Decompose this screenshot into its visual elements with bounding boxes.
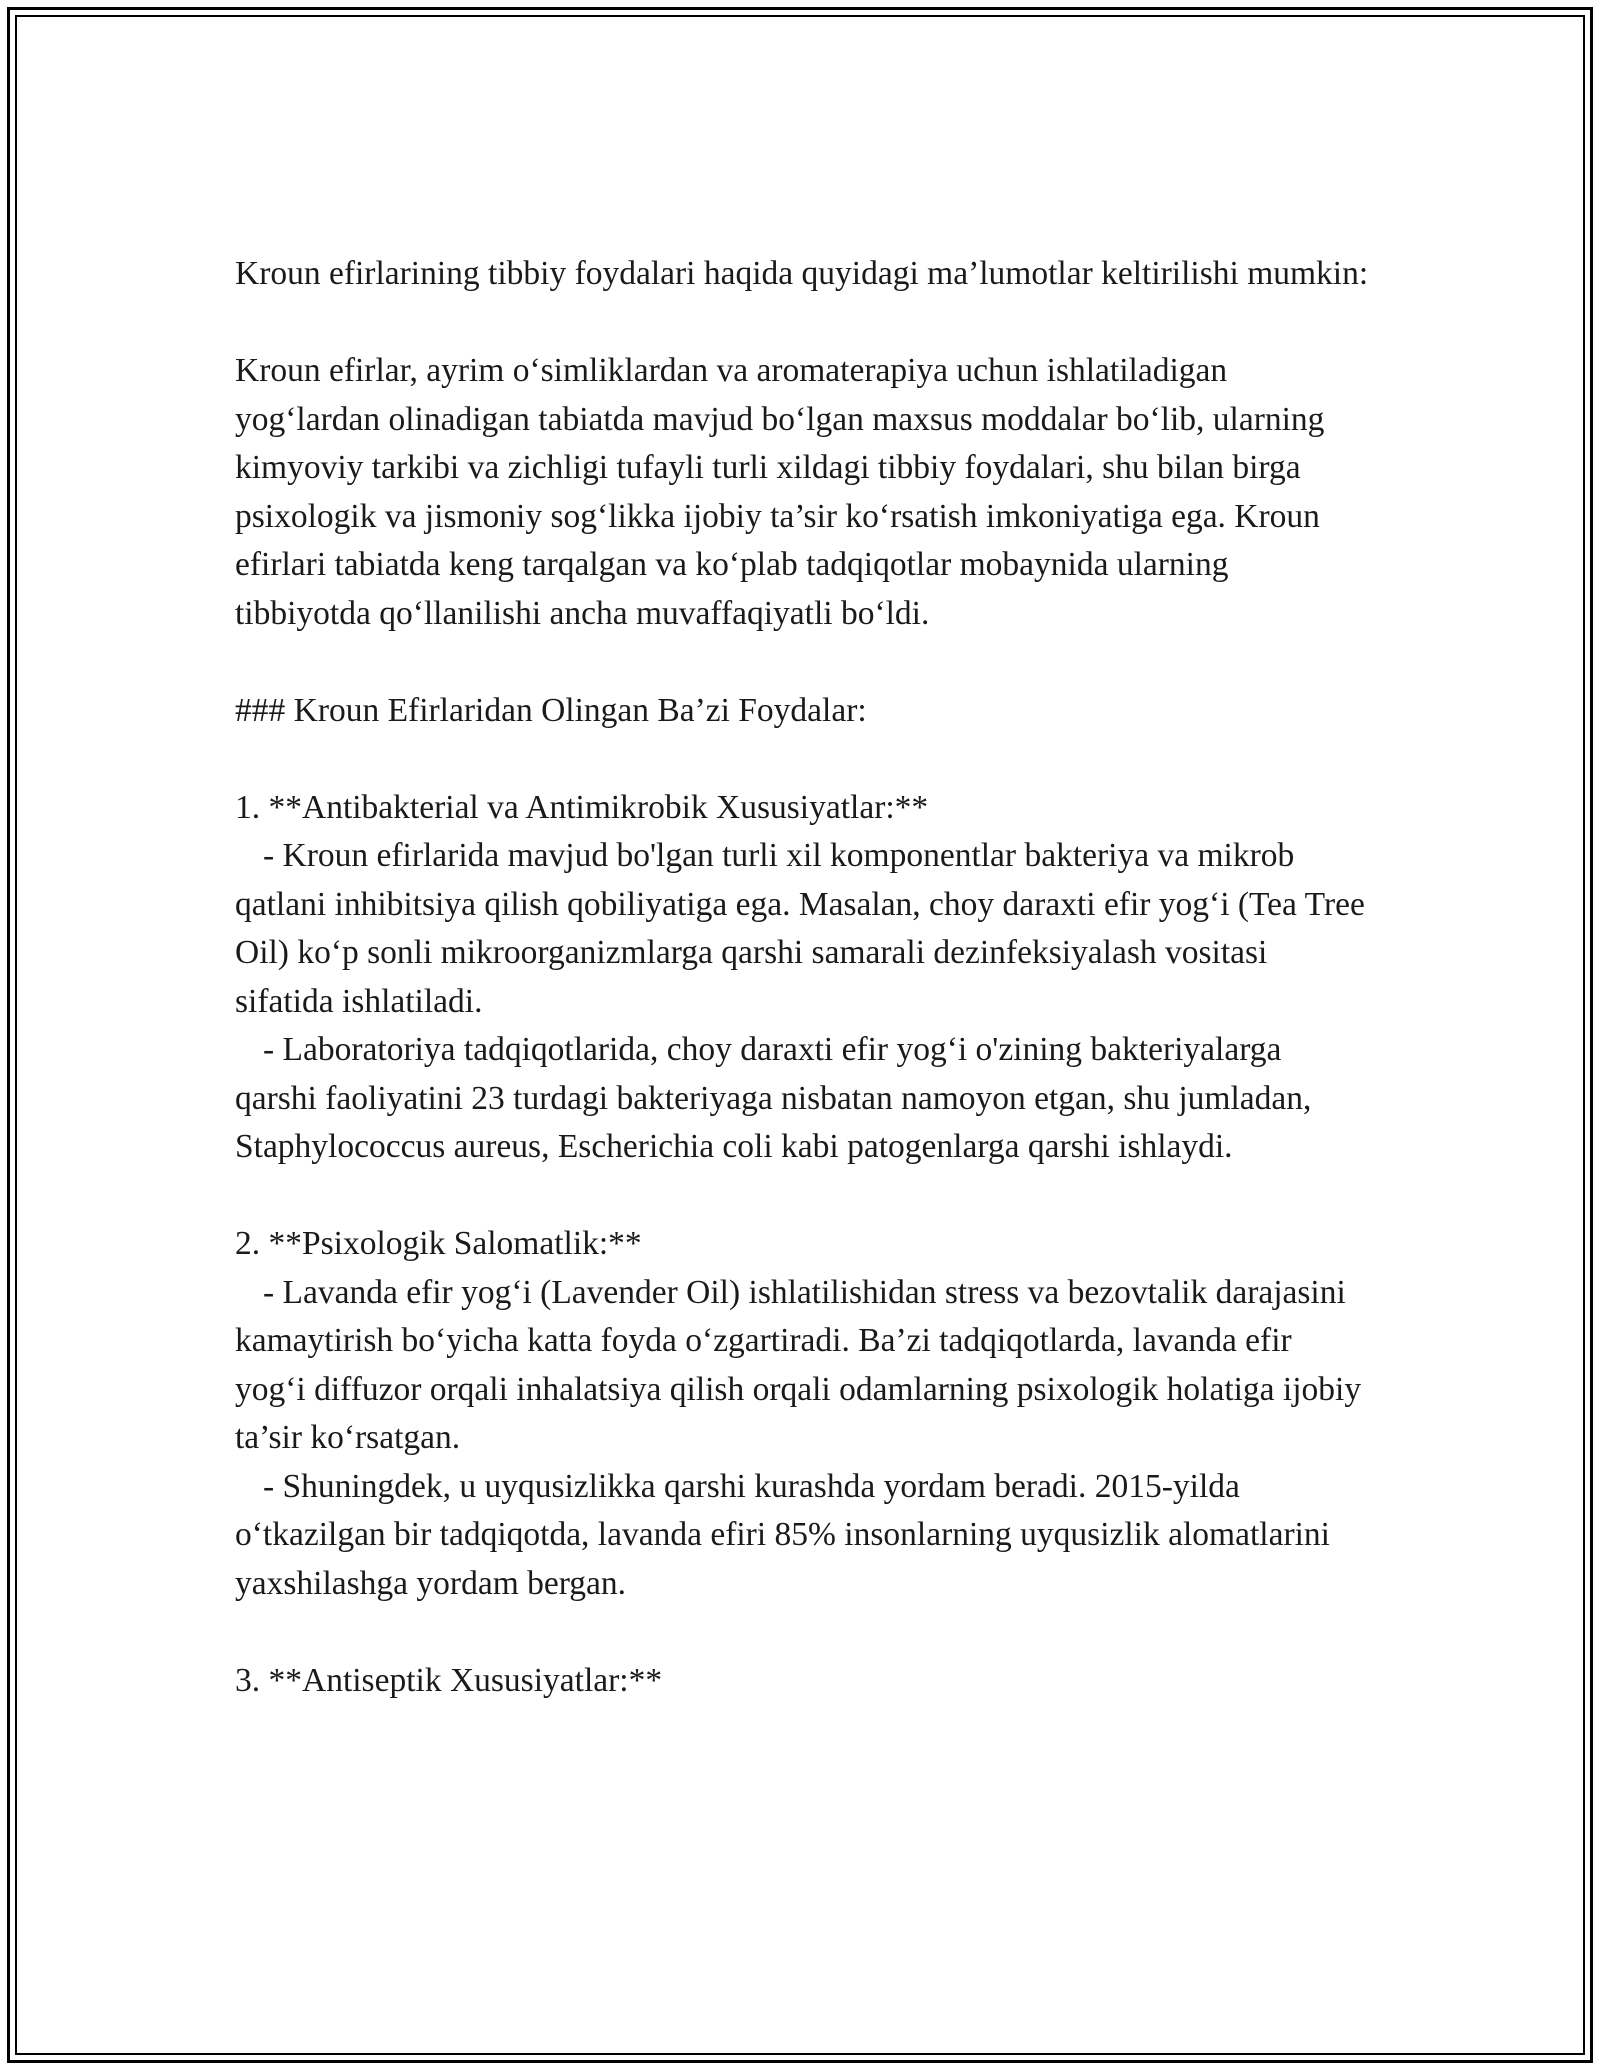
section-heading: ### Kroun Efirlaridan Olingan Ba’zi Foydalar: (235, 691, 867, 729)
spacer (235, 1172, 1370, 1221)
bullet-text: - Laboratoriya tadqiqotlarida, choy daraxti efir yog‘i o'zining bakteriyalarga qarshi faoliyatini 23 turdagi bakteriyaga nisbatan namoyon etgan, shu jumladan, Staphylococcus aureus, Escherichia coli kabi patogenlarga qarshi ishlaydi. (235, 1031, 1312, 1165)
section-1-bullet-1 (235, 832, 1370, 1026)
spacer (235, 638, 1370, 687)
section-1-title: 1. **Antibakterial va Antimikrobik Xususiyatlar:** (235, 788, 929, 826)
intro-paragraph: Kroun efirlar, ayrim o‘simliklardan va aromaterapiya uchun ishlatiladigan yog‘lardan olinadigan tabiatda mavjud bo‘lgan maxsus moddalar bo‘lib, ularning kimyoviy tarkibi va zichligi tufayli turli xildagi tibbiy foydalari, shu bilan birga psixologik va jismoniy sog‘likka ijobiy ta’sir ko‘rsatish imkoniyatiga ega. Kroun efirlari tabiatda keng tarqalgan va ko‘plab tadqiqotlar mobaynida ularning tibbiyotda qo‘llanilishi ancha muvaffaqiyatli bo‘ldi. (235, 352, 1325, 632)
intro-text: Kroun efirlarining tibbiy foydalari haqida quyidagi ma’lumotlar keltirilishi mumkin: (235, 255, 1369, 292)
section-1-bullet-2 (235, 1026, 1370, 1172)
bullet-text: - Shuningdek, u uyqusizlikka qarshi kurashda yordam beradi. 2015-yilda o‘tkazilgan bir tadqiqotda, lavanda efiri 85% insonlarning uyqusizlik alomatlarini yaxshilashga yordam bergan. (235, 1467, 1330, 1602)
spacer (235, 1608, 1370, 1657)
document-body (235, 250, 1370, 1705)
bullet-text: - Lavanda efir yog‘i (Lavender Oil) ishlatilishidan stress va bezovtalik darajasini kamaytirish bo‘yicha katta foyda o‘zgartiradi. Ba’zi tadqiqotlarda, lavanda efir yog‘i diffuzor orqali inhalatsiya qilish orqali odamlarning psixologik holatiga ijobiy ta’sir ko‘rsatgan. (235, 1273, 1362, 1456)
spacer (235, 299, 1370, 348)
section-3-title: 3. **Antiseptik Xususiyatlar:** (235, 1661, 663, 1699)
section-2-title: 2. **Psixologik Salomatlik:** (235, 1225, 642, 1262)
spacer (235, 735, 1370, 784)
section-2-bullet-1 (235, 1269, 1370, 1463)
section-2-bullet-2 (235, 1463, 1370, 1609)
bullet-text: - Kroun efirlarida mavjud bo'lgan turli xil komponentlar bakteriya va mikrob qatlani inhibitsiya qilish qobiliyatiga ega. Masalan, choy daraxti efir yog‘i (Tea Tree Oil) ko‘p sonli mikroorganizmlarga qarshi samarali dezinfeksiyalash vositasi sifatida ishlatiladi. (235, 837, 1365, 1020)
